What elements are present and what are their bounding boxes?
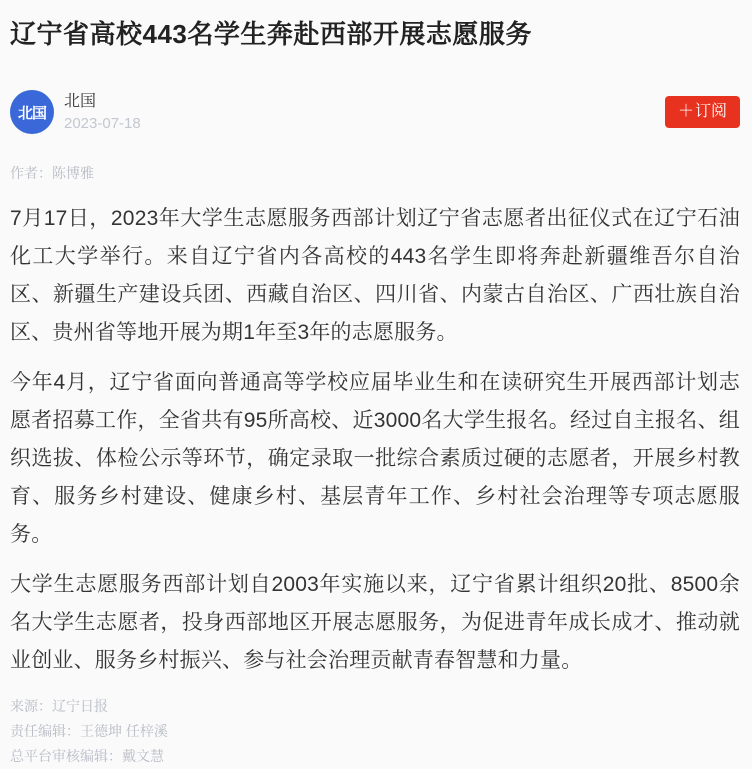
platform-editor-line: 总平台审核编辑：戴文慧 bbox=[10, 748, 164, 764]
source-line: 来源：辽宁日报 bbox=[10, 698, 108, 714]
article-paragraph: 今年4月，辽宁省面向普通高等学校应届毕业生和在读研究生开展西部计划志愿者招募工作，全省共有95所高校、近3000名大学生报名。经过自主报名、组织选拔、体检公示等环节，确定录取一批综合素质过硬的志愿者，开展乡村教育、服务乡村建设、健康乡村、基层青年工作、乡村社会治理等专项志愿服务。 bbox=[10, 371, 740, 546]
article-paragraph: 大学生志愿服务西部计划自2003年实施以来，辽宁省累计组织20批、8500余名大学生志愿者，投身西部地区开展志愿服务，为促进青年成长成才、推动就业创业、服务乡村振兴、参与社会治理贡献青春智慧和力量。 bbox=[10, 573, 740, 672]
author-line: 作者：陈博雅 bbox=[10, 165, 94, 181]
article-body bbox=[10, 200, 740, 680]
publisher-row bbox=[10, 90, 740, 134]
publish-date: 2023-07-18 bbox=[64, 114, 141, 132]
publisher-name[interactable]: 北国 bbox=[64, 92, 97, 110]
subscribe-label: 订阅 bbox=[694, 103, 727, 120]
page-title: 辽宁省高校443名学生奔赴西部开展志愿服务 bbox=[10, 19, 532, 49]
plus-icon: ＋ bbox=[677, 103, 694, 120]
editors-line: 责任编辑：王德坤 任梓溪 bbox=[10, 723, 168, 739]
article-paragraph: 7月17日，2023年大学生志愿服务西部计划辽宁省志愿者出征仪式在辽宁石油化工大学举行。来自辽宁省内各高校的443名学生即将奔赴新疆维吾尔自治区、新疆生产建设兵团、西藏自治区、四川省、内蒙古自治区、广西壮族自治区、贵州省等地开展为期1年至3年的志愿服务。 bbox=[10, 207, 740, 344]
publisher-logo-text: 北国 bbox=[17, 104, 46, 122]
publisher-avatar[interactable] bbox=[10, 90, 54, 134]
article-footer bbox=[10, 694, 740, 769]
subscribe-button[interactable] bbox=[665, 96, 740, 128]
publisher-info bbox=[64, 92, 141, 133]
